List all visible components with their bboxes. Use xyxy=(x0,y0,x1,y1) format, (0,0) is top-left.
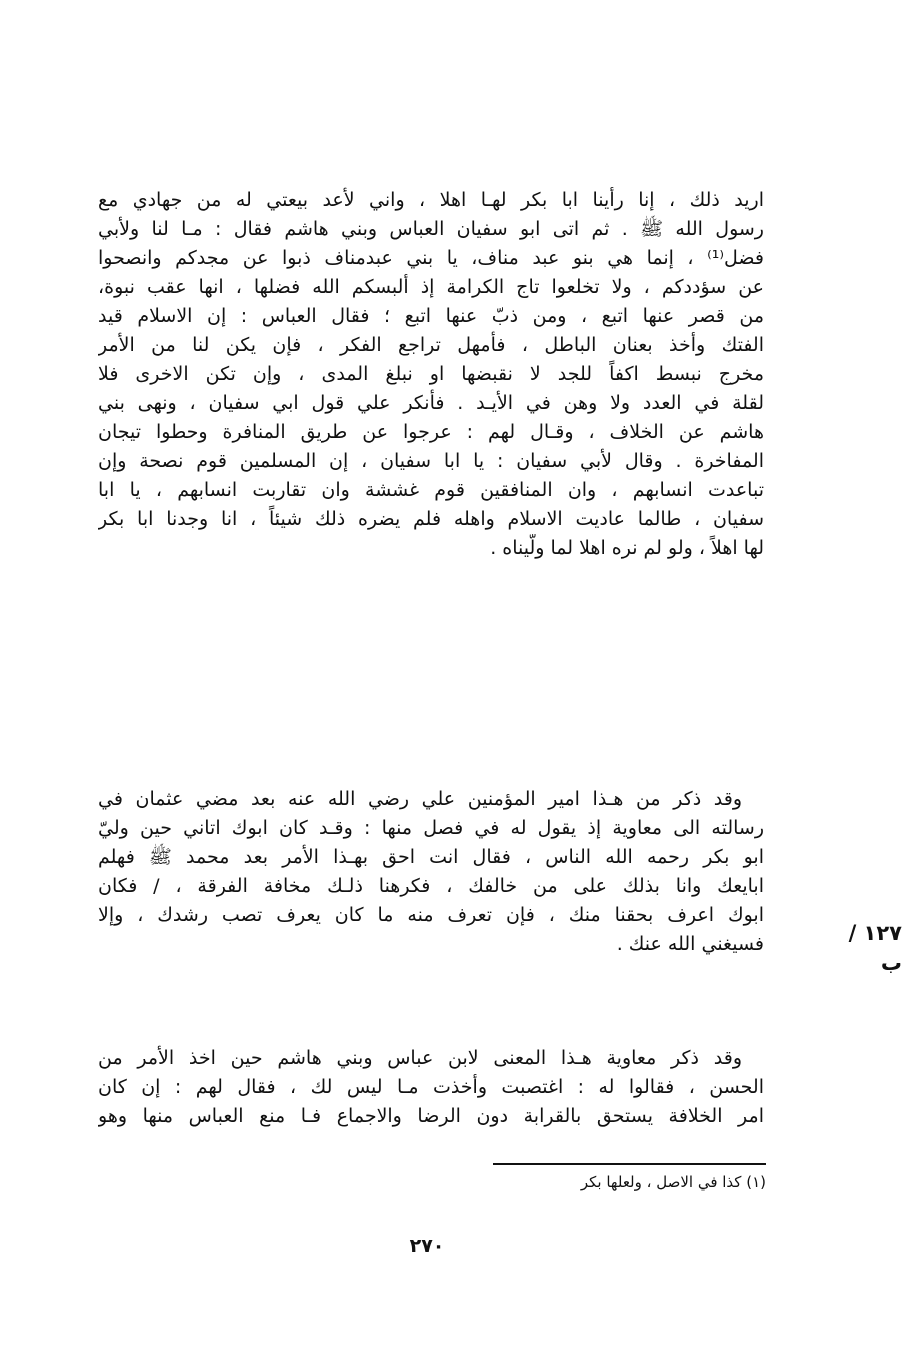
text-line: ابوك اعرف بحقنا منك ، فإن تعرف منه ما كان يعرف تصب رشدك ، وإلا xyxy=(98,904,764,926)
text-line: عن سؤددكم ، ولا تخلعوا تاج الكرامة إذ ألبسكم الله فضلها ، انها عقب نبوة، xyxy=(98,276,764,298)
text-line: فضل⁽¹⁾ ، إنما هي بنو عبد مناف، يا بني عبدمناف ذبوا عن مجدكم وانصحوا xyxy=(98,247,764,269)
text-line: مخرج نبسط اكفاً للجد لا نقبضها او نبلغ المدى ، وإن تكن الاخرى فلا xyxy=(98,363,764,385)
text-line: رسالته الى معاوية إذ يقول له في فصل منها : وقـد كان ابوك اتاني حين وليّ xyxy=(98,817,764,839)
paragraph-2 xyxy=(98,785,764,959)
text-line: ابايعك وانا بذلك على من خالفك ، فكرهنا ذلـك مخافة الفرقة ، / فكان xyxy=(98,875,764,897)
text-line: سفيان ، طالما عاديت الاسلام واهله فلم يضره ذلك شيئاً ، انا وجدنا ابا بكر xyxy=(98,508,764,530)
text-line: من قصر عنها اتبع ، ومن ذبّ عنها اتبع ؛ فقال العباس : إن الاسلام قيد xyxy=(98,305,764,327)
text-line: اريد ذلك ، إنا رأينا ابا بكر لهـا اهلا ، واني لأعد بيعتي له من جهادي مع xyxy=(98,189,764,211)
text-line: رسول الله ﷺ . ثم اتى ابو سفيان العباس وبني هاشم فقال : مـا لنا ولأبي xyxy=(98,218,764,240)
folio-marker: ١٢٧ / ب xyxy=(848,921,902,975)
footnote-divider xyxy=(493,1163,766,1165)
text-line: فسيغني الله عنك . xyxy=(616,933,764,955)
text-line: ابو بكر رحمه الله الناس ، فقال انت احق بهـذا الأمر بعد محمد ﷺ فهلم xyxy=(98,846,764,868)
text-line: تباعدت انسابهم ، وان المنافقين قوم غششة وان تقاربت انسابهم ، يا ابا xyxy=(98,479,764,501)
text-line: الحسن ، فقالوا له : اغتصبت وأخذت مـا ليس لك ، فقال لهم : إن كان xyxy=(98,1076,764,1098)
text-line: الفتك وأخذ بعنان الباطل ، فأمهل تراجع الفكر ، فإن يكن لنا من الأمر xyxy=(98,334,764,356)
footnote: (١) كذا في الاصل ، ولعلها بكر xyxy=(580,1173,766,1191)
text-line: لقلة في العدد ولا وهن في الأيـد . فأنكر علي قول ابي سفيان ، ونهى بني xyxy=(98,392,764,414)
text-line: هاشم عن الخلاف ، وقـال لهم : عرجوا عن طريق المنافرة وحطوا تيجان xyxy=(98,421,764,443)
page-number: ٢٧٠ xyxy=(409,1235,445,1257)
paragraph-1 xyxy=(98,186,764,563)
paragraph-3 xyxy=(98,1044,764,1131)
text-line: امر الخلافة يستحق بالقرابة دون الرضا والاجماع فـا منع العباس منها وهو xyxy=(98,1105,764,1127)
text-line: لها اهلاً ، ولو لم نره اهلا لما ولّيناه . xyxy=(490,537,764,559)
text-line: وقد ذكر معاوية هـذا المعنى لابن عباس وبني هاشم حين اخذ الأمر من xyxy=(98,1047,742,1069)
text-line: المفاخرة . وقال لأبي سفيان : يا ابا سفيان ، إن المسلمين قوم نصحة وإن xyxy=(98,450,764,472)
text-line: وقد ذكر من هـذا امير المؤمنين علي رضي الله عنه بعد مضي عثمان في xyxy=(98,788,742,810)
